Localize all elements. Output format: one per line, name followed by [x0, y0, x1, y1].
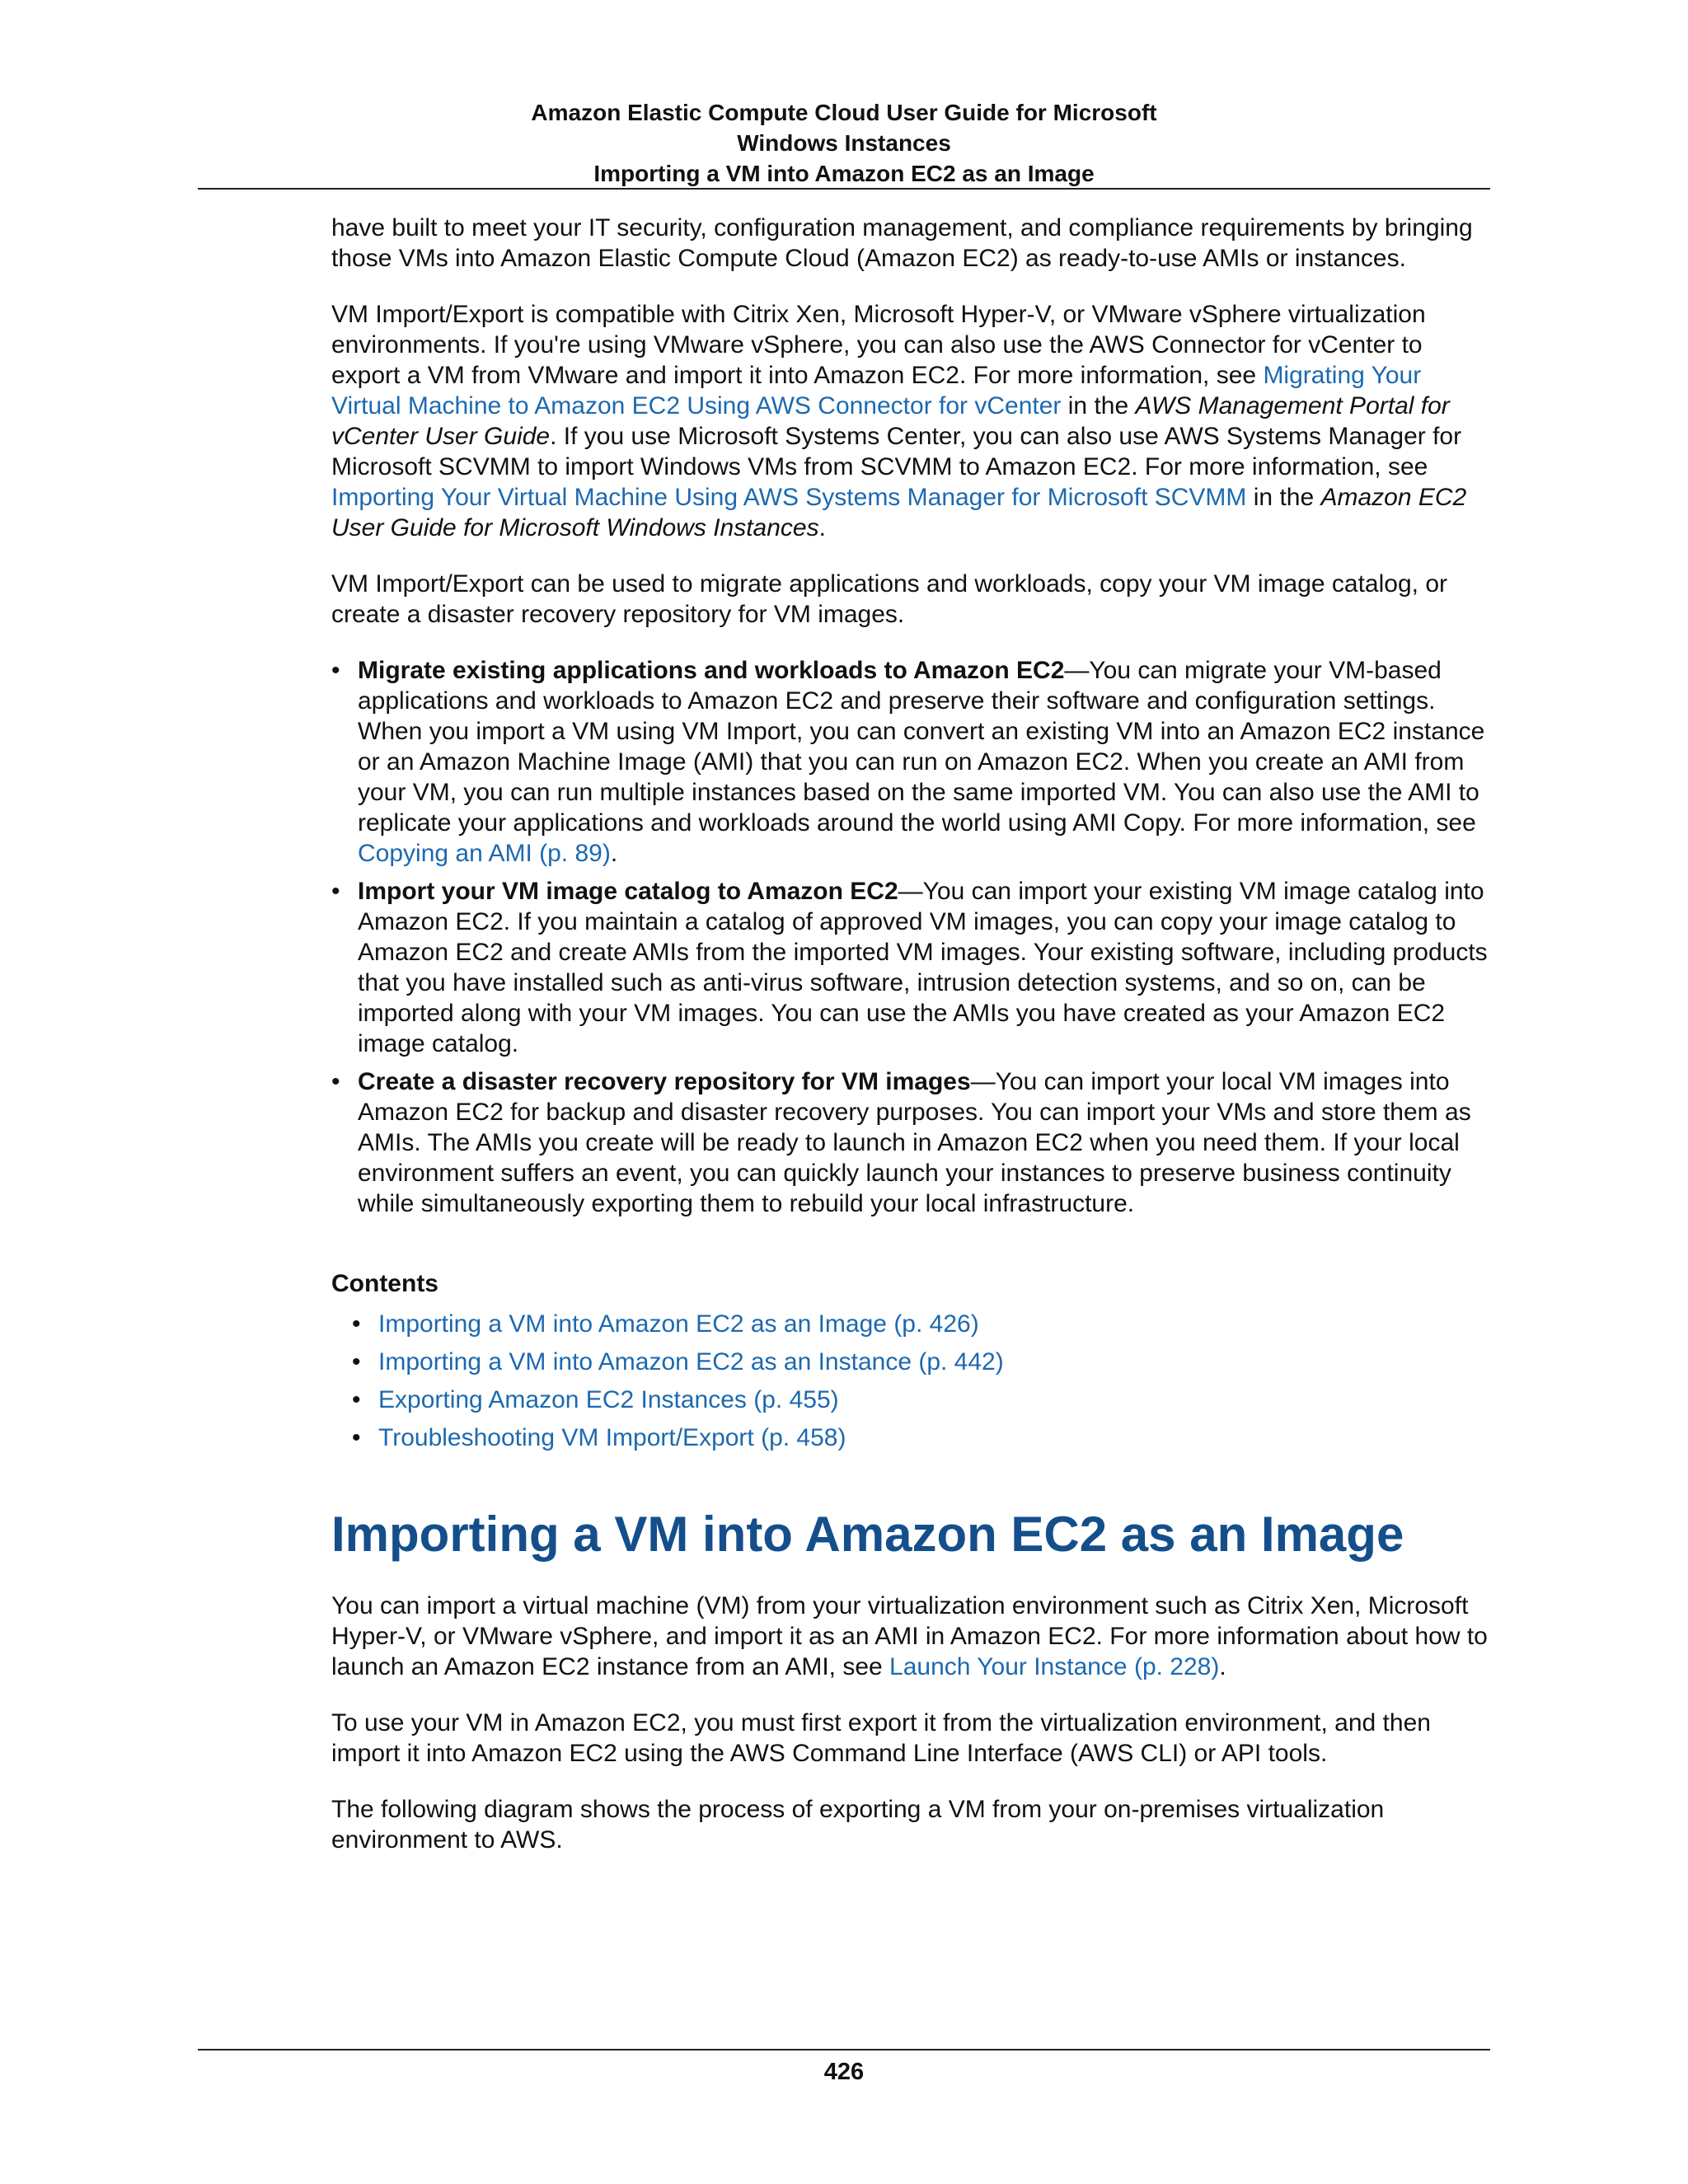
- text-span: .: [818, 514, 826, 541]
- toc-link-import-instance[interactable]: Importing a VM into Amazon EC2 as an Instance (p. 442): [378, 1348, 1004, 1376]
- guide-title-ec2-windows: Amazon EC2 User Guide for Microsoft Windows Instances: [331, 484, 1467, 541]
- section-paragraph-3: The following diagram shows the process of exporting a VM from your on-premises virtualization environment to AWS.: [331, 1796, 1385, 1854]
- list-item: [331, 1066, 1495, 1219]
- list-item-text: —You can import your local VM images into Amazon EC2 for backup and disaster recovery purposes. You can import your VMs and store them as AMIs. The AMIs you create will be ready to launch in Amazon EC2 when you need them. If your local environment suffers an event, you can quickly launch your instances to preserve business continuity while simultaneously exporting them to rebuild your local infrastructure.: [358, 1068, 1471, 1217]
- page-number: 426: [823, 2059, 865, 2085]
- section-paragraph-1: [331, 1591, 1495, 1682]
- guide-title-portal-vcenter: AWS Management Portal for vCenter User Guide: [331, 392, 1450, 450]
- intro-paragraph-3: VM Import/Export can be used to migrate applications and workloads, copy your VM image catalog, or create a disaster recovery repository for VM images.: [331, 570, 1447, 628]
- text-span: .: [610, 840, 618, 867]
- list-item-text: —You can migrate your VM-based applications and workloads to Amazon EC2 and preserve their software and configuration settings. When you import a VM using VM Import, you can convert an existing VM into an Amazon EC2 instance or an Amazon Machine Image (AMI) that you can run on Amazon EC2. When you create an AMI from your VM, you can run multiple instances based on the same imported VM. You can also use the AMI to replicate your applications and workloads around the world using AMI Copy. For more information, see: [358, 657, 1485, 837]
- header-line-3: Importing a VM into Amazon EC2 as an Image: [593, 161, 1095, 186]
- list-item-text: —You can import your existing VM image catalog into Amazon EC2. If you maintain a catalog of approved VM images, you can copy your image catalog to Amazon EC2 and create AMIs from the imported VM images. Your existing software, including products that you have installed such as anti-virus software, intrusion detection systems, and so on, can be imported along with your VM images. You can use the AMIs you have created as your Amazon EC2 image catalog.: [358, 878, 1488, 1057]
- toc-item: [352, 1305, 1495, 1343]
- text-span: VM Import/Export is compatible with Citrix Xen, Microsoft Hyper-V, or VMware vSphere virtualization environments. If you're using VMware vSphere, you can also use the AWS Connector for vCenter to export a VM from VMware and import it into Amazon EC2. For more information, see: [331, 301, 1426, 389]
- running-header: [198, 97, 1490, 189]
- link-migrating-vm-aws-connector[interactable]: Migrating Your Virtual Machine to Amazon EC2 Using AWS Connector for vCenter: [331, 362, 1422, 419]
- text-span: .: [1219, 1653, 1226, 1680]
- section-paragraph-2: To use your VM in Amazon EC2, you must first export it from the virtualization environment, and then import it into Amazon EC2 using the AWS Command Line Interface (AWS CLI) or API tools.: [331, 1709, 1431, 1767]
- intro-paragraph-1: have built to meet your IT security, configuration management, and compliance requirements by bringing those VMs into Amazon Elastic Compute Cloud (Amazon EC2) as ready-to-use AMIs or instances.: [331, 214, 1473, 272]
- link-importing-vm-scvmm[interactable]: Importing Your Virtual Machine Using AWS Systems Manager for Microsoft SCVMM: [331, 484, 1247, 511]
- list-item: [331, 655, 1495, 869]
- toc-item: [352, 1343, 1495, 1381]
- list-item-title: Migrate existing applications and workloads to Amazon EC2: [358, 657, 1065, 684]
- toc-item: [352, 1419, 1495, 1457]
- text-span: You can import a virtual machine (VM) from your virtualization environment such as Citrix Xen, Microsoft Hyper-V, or VMware vSphere, and import it as an AMI in Amazon EC2. For more information about how to launch an Amazon EC2 instance from an AMI, see: [331, 1592, 1488, 1680]
- header-line-2: Windows Instances: [737, 130, 951, 156]
- link-launch-your-instance[interactable]: Launch Your Instance (p. 228): [889, 1653, 1220, 1680]
- contents-list: [331, 1305, 1495, 1457]
- header-divider: [198, 188, 1490, 190]
- text-span: in the: [1246, 484, 1321, 511]
- list-item-title: Import your VM image catalog to Amazon EC2: [358, 878, 898, 905]
- section-heading: Importing a VM into Amazon EC2 as an Image: [331, 1507, 1404, 1562]
- contents-title: Contents: [331, 1270, 438, 1297]
- intro-paragraph-2: [331, 299, 1495, 543]
- toc-link-import-image[interactable]: Importing a VM into Amazon EC2 as an Image (p. 426): [378, 1310, 979, 1338]
- header-line-1: Amazon Elastic Compute Cloud User Guide for Microsoft: [531, 100, 1157, 125]
- use-case-list: [331, 655, 1495, 1219]
- list-item: [331, 876, 1495, 1059]
- page-body: [331, 213, 1495, 1881]
- text-span: in the: [1061, 392, 1136, 419]
- footer-divider: [198, 2049, 1490, 2050]
- list-item-title: Create a disaster recovery repository for VM images: [358, 1068, 971, 1095]
- link-copying-an-ami[interactable]: Copying an AMI (p. 89): [358, 840, 611, 867]
- toc-link-troubleshooting[interactable]: Troubleshooting VM Import/Export (p. 458): [378, 1424, 846, 1451]
- toc-link-exporting-instances[interactable]: Exporting Amazon EC2 Instances (p. 455): [378, 1386, 839, 1413]
- toc-item: [352, 1381, 1495, 1419]
- text-span: . If you use Microsoft Systems Center, you can also use AWS Systems Manager for Microsoft SCVMM to import Windows VMs from SCVMM to Amazon EC2. For more information, see: [331, 423, 1462, 480]
